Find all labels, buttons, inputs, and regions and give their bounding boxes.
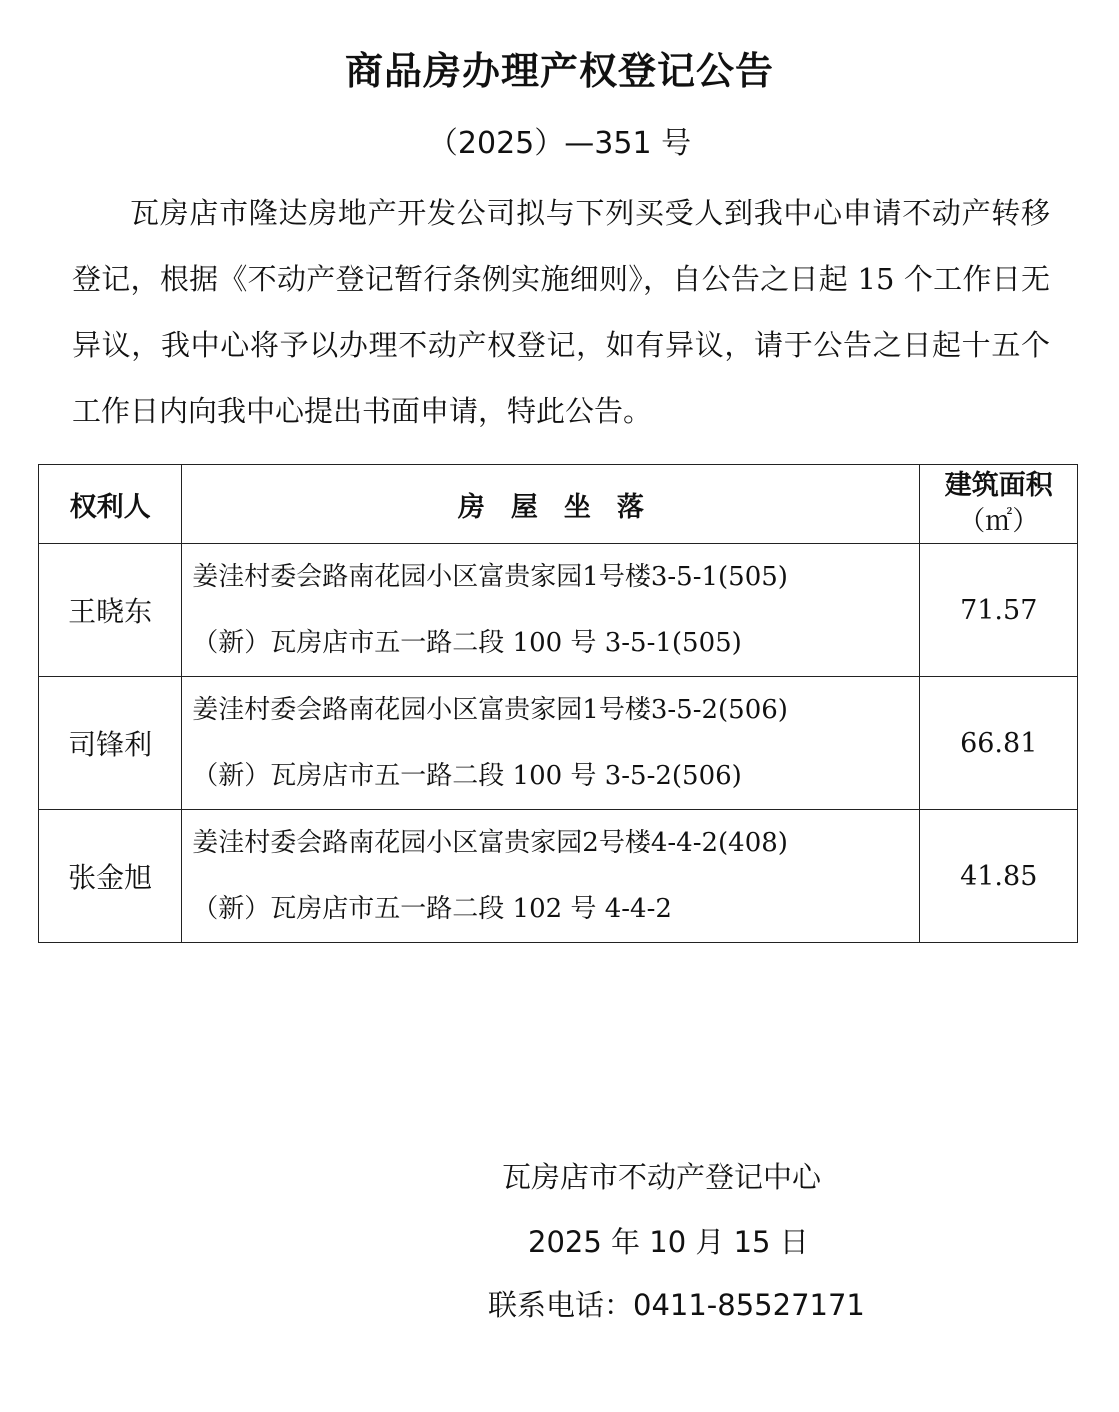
notice-body: 瓦房店市隆达房地产开发公司拟与下列买受人到我中心申请不动产转移登记，根据《不动产登记暂行条例实施细则》，自公告之日起 15 个工作日无异议，我中心将予以办理不动产权登记，如有异议，请于公告之日起十五个工作日内向我中心提出书面申请，特此公告。: [72, 196, 1050, 428]
owner-cell: 张金旭: [39, 810, 182, 943]
footer-phone: 联系电话：0411-85527171: [488, 1288, 865, 1322]
footer-organization: 瓦房店市不动产登记中心: [502, 1160, 822, 1194]
table-header-row: [39, 465, 1078, 544]
owner-cell: 王晓东: [39, 544, 182, 677]
location-old: 姜洼村委会路南花园小区富贵家园1号楼3-5-1(505): [192, 562, 788, 592]
area-cell: 66.81: [920, 677, 1078, 810]
header-area-unit: （㎡）: [958, 506, 1040, 537]
header-location: [182, 465, 920, 544]
header-owner-label: 权利人: [69, 491, 151, 523]
header-area-label: 建筑面积: [944, 470, 1053, 501]
location-new: （新）瓦房店市五一路二段 100 号 3-5-1(505): [192, 628, 742, 658]
location-cell: [182, 677, 920, 810]
owner-cell: 司锋利: [39, 677, 182, 810]
location-new: （新）瓦房店市五一路二段 100 号 3-5-2(506): [192, 761, 742, 791]
location-cell: [182, 544, 920, 677]
area-cell: 71.57: [920, 544, 1078, 677]
location-cell: [182, 810, 920, 943]
area-cell: 41.85: [920, 810, 1078, 943]
footer-date: 2025 年 10 月 15 日: [528, 1225, 809, 1259]
location-new: （新）瓦房店市五一路二段 102 号 4-4-2: [192, 894, 672, 924]
header-owner: [39, 465, 182, 544]
notice-title: 商品房办理产权登记公告: [344, 49, 774, 93]
table-row: [39, 677, 1078, 810]
location-old: 姜洼村委会路南花园小区富贵家园2号楼4-4-2(408): [192, 828, 788, 858]
location-old: 姜洼村委会路南花园小区富贵家园1号楼3-5-2(506): [192, 695, 788, 725]
header-location-label: 房屋坐落: [457, 491, 670, 523]
table-row: [39, 544, 1078, 677]
table-row: [39, 810, 1078, 943]
property-table: [38, 464, 1078, 943]
header-area: [920, 465, 1078, 544]
notice-number: （2025）—351 号: [427, 126, 692, 161]
